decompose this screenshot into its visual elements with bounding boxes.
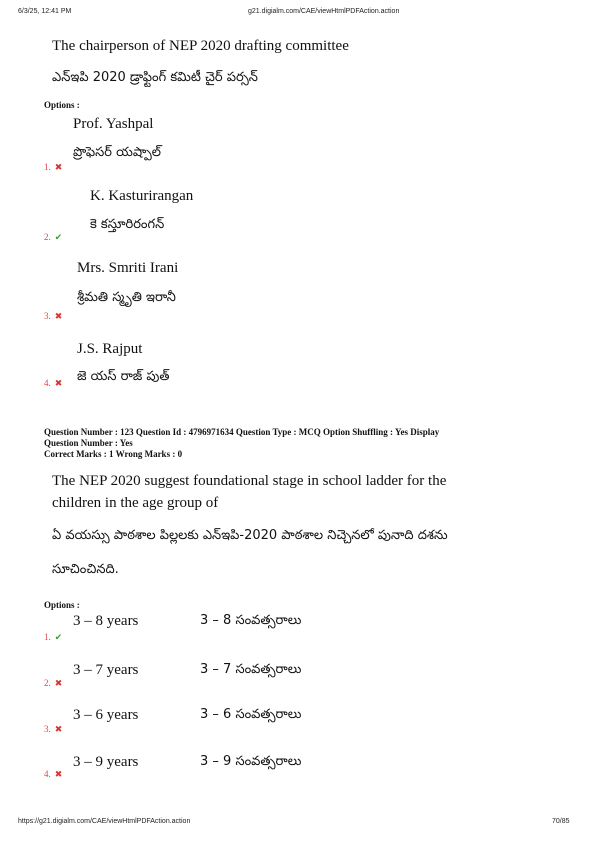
- wrong-mark-icon: ✖: [54, 162, 63, 172]
- option-4-number: 4. ✖: [44, 378, 63, 388]
- header-datetime: 6/3/25, 12:41 PM: [18, 8, 72, 15]
- wrong-mark-icon: ✖: [54, 769, 63, 779]
- options-label: Options :: [44, 600, 80, 610]
- option-3-number: 3. ✖: [44, 724, 63, 734]
- option-2-telugu: 3 – 7 సంవత్సరాలు: [200, 662, 302, 677]
- option-1-number: 1. ✔: [44, 632, 63, 642]
- wrong-mark-icon: ✖: [54, 378, 63, 388]
- option-1-telugu: ప్రొఫెసర్ యష్పాల్: [73, 145, 162, 160]
- option-3-telugu: శ్రీమతి స్మృతి ఇరానీ: [77, 290, 176, 305]
- option-2-number: 2. ✖: [44, 678, 63, 688]
- page-number: 70/85: [552, 818, 570, 825]
- option-4-telugu: జె యస్ రాజ్ పుత్: [77, 369, 170, 384]
- option-1-telugu: 3 – 8 సంవత్సరాలు: [200, 613, 302, 628]
- option-4-number: 4. ✖: [44, 769, 63, 779]
- option-4-english: 3 – 9 years: [73, 754, 139, 770]
- options-label: Options :: [44, 100, 80, 110]
- footer-url: https://g21.digialm.com/CAE/viewHtmlPDFAction.action: [18, 818, 191, 825]
- option-4-telugu: 3 – 9 సంవత్సరాలు: [200, 754, 302, 769]
- option-1-number: 1. ✖: [44, 162, 63, 172]
- wrong-mark-icon: ✖: [54, 678, 63, 688]
- wrong-mark-icon: ✖: [54, 724, 63, 734]
- question-text-telugu-line2: సూచించినది.: [52, 562, 119, 577]
- option-1-english: Prof. Yashpal: [73, 116, 154, 132]
- option-3-number: 3. ✖: [44, 311, 63, 321]
- option-2-english: K. Kasturirangan: [90, 188, 194, 204]
- wrong-mark-icon: ✖: [54, 311, 63, 321]
- question-text-english: The chairperson of NEP 2020 drafting committee: [52, 38, 349, 54]
- option-2-telugu: కె కస్తూరిరంగన్: [90, 217, 165, 232]
- question-text-english-line2: children in the age group of: [52, 495, 219, 511]
- question-meta: Question Number : 123 Question Id : 4796971634 Question Type : MCQ Option Shuffling : Yes Display: [44, 427, 440, 437]
- header-url: g21.digialm.com/CAE/viewHtmlPDFAction.action: [248, 8, 400, 15]
- option-3-english: 3 – 6 years: [73, 707, 139, 723]
- question-meta-2: Question Number : Yes: [44, 438, 133, 448]
- marks-info: Correct Marks : 1 Wrong Marks : 0: [44, 449, 183, 459]
- option-2-english: 3 – 7 years: [73, 662, 139, 678]
- option-1-english: 3 – 8 years: [73, 613, 139, 629]
- question-text-english-line1: The NEP 2020 suggest foundational stage in school ladder for the: [52, 473, 447, 489]
- option-3-telugu: 3 – 6 సంవత్సరాలు: [200, 707, 302, 722]
- option-3-english: Mrs. Smriti Irani: [77, 260, 179, 276]
- question-text-telugu: ఎన్ఇపి 2020 డ్రాఫ్టింగ్ కమిటీ చైర్ పర్సన్: [52, 70, 258, 85]
- question-text-telugu-line1: ఏ వయస్సు పాఠశాల పిల్లలకు ఎన్ఇపి-2020 పాఠశాల నిచ్చెనలో పునాది దశను: [52, 528, 448, 543]
- option-2-number: 2. ✔: [44, 232, 63, 242]
- correct-mark-icon: ✔: [54, 632, 63, 642]
- option-4-english: J.S. Rajput: [77, 341, 143, 357]
- correct-mark-icon: ✔: [54, 232, 63, 242]
